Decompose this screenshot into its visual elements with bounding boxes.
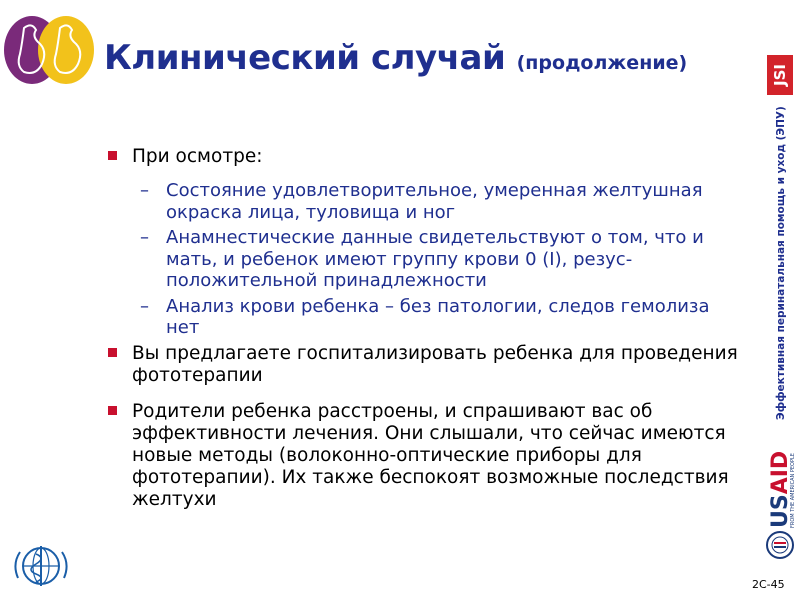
jsi-logo-text: JSI	[771, 64, 789, 86]
sub-bullet-item	[108, 227, 748, 292]
dash-icon: –	[140, 227, 149, 248]
sub-bullet-item	[108, 180, 748, 223]
bullet-square-icon	[108, 406, 117, 415]
slide-content	[108, 146, 748, 511]
pregnant-women-logo-icon	[2, 10, 94, 86]
dash-icon: –	[140, 180, 149, 201]
slide-title	[104, 38, 687, 78]
jsi-logo	[767, 55, 793, 95]
sub-bullet-item	[108, 296, 748, 339]
sub-bullet-text: Анамнестические данные свидетельствуют о том, что и мать, и ребенок имеют группу крови 0 (I), резус-положительной принадлежности	[166, 227, 704, 291]
usaid-seal-icon	[765, 530, 795, 560]
slide-number: 2C-45	[752, 578, 785, 591]
bullet-text: При осмотре:	[132, 146, 263, 167]
usaid-tagline: FROM THE AMERICAN PEOPLE	[790, 453, 796, 528]
title-main: Клинический случай	[104, 38, 506, 78]
bullet-text: Родители ребенка расстроены, и спрашивают вас об эффективности лечения. Они слышали, что сейчас имеются новые методы (волоконно-оптические приборы для фототерапии). Их также беспокоят возможные последствия желтухи	[132, 400, 729, 510]
who-emblem-icon	[12, 540, 70, 592]
bullet-square-icon	[108, 151, 117, 160]
bullet-square-icon	[108, 348, 117, 357]
bullet-item	[108, 146, 748, 168]
bullet-item	[108, 343, 748, 387]
sub-bullet-text: Анализ крови ребенка – без патологии, следов гемолиза нет	[166, 295, 710, 338]
dash-icon: –	[140, 295, 149, 317]
bullet-text: Вы предлагаете госпитализировать ребенка для проведения фототерапии	[132, 342, 738, 386]
title-sub: (продолжение)	[516, 52, 688, 74]
usaid-word-us: US	[768, 494, 793, 528]
sub-bullet-text: Состояние удовлетворительное, умеренная желтушная окраска лица, туловища и ног	[166, 180, 703, 223]
usaid-word-aid: AID	[768, 450, 793, 495]
side-caption: Эффективная перинатальная помощь и уход (ЭПУ)	[775, 106, 787, 420]
bullet-item	[108, 401, 748, 511]
